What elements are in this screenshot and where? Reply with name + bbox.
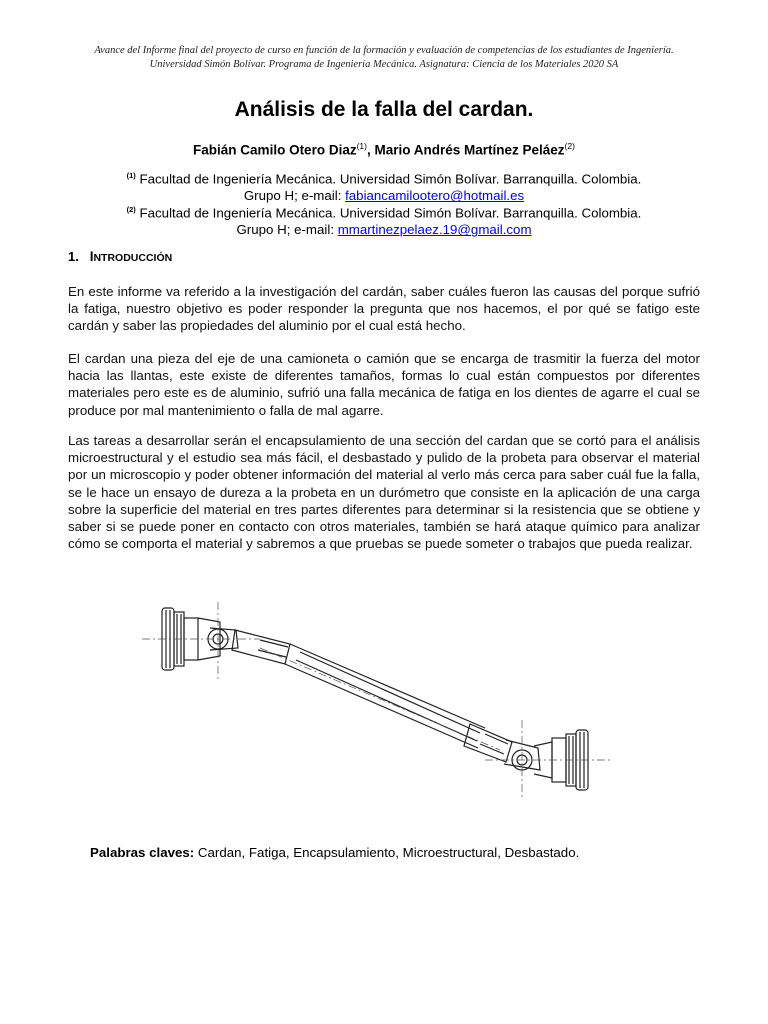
paper-title: Análisis de la falla del cardan. <box>234 98 534 121</box>
cardan-shaft-drawing <box>140 600 615 820</box>
shaft-tube <box>285 644 485 748</box>
affiliation-1 <box>0 167 768 204</box>
author-1-marker: (1) <box>356 141 367 151</box>
affiliation-2-email-prefix: Grupo H; e-mail: <box>236 222 338 238</box>
author-2-marker: (2) <box>564 141 575 151</box>
running-header <box>40 44 728 72</box>
affiliation-1-email-link[interactable]: fabiancamilootero@hotmail.es <box>345 188 525 204</box>
section-number: 1. <box>68 249 79 264</box>
affiliation-2-text: Facultad de Ingeniería Mecánica. Universidad Simón Bolívar. Barranquilla. Colombia. <box>135 205 642 221</box>
author-separator: , <box>366 142 375 158</box>
keywords-label: Palabras claves: <box>90 845 195 860</box>
author-2-name: Mario Andrés Martínez Peláez <box>374 142 565 158</box>
section-heading-introduccion <box>68 249 172 264</box>
paragraph-1: En este informe va referido a la investigación del cardán, saber cuáles fueron las causas del porque sufrió la fatiga, nuestro objetivo es poder responder la pregunta que nos hacemos, el por qué se fatigo este cardán y saber las propiedades del aluminio por el cual está hecho. <box>68 284 700 334</box>
keywords-text: Cardan, Fatiga, Encapsulamiento, Microestructural, Desbastado. <box>194 845 580 860</box>
header-line-1: Avance del Informe final del proyecto de curso en función de la formación y evaluación de competencias de los estudiantes de Ingeniería. <box>94 45 674 56</box>
affiliation-1-text: Facultad de Ingeniería Mecánica. Universidad Simón Bolívar. Barranquilla. Colombia. <box>135 171 642 187</box>
author-1-name: Fabián Camilo Otero Diaz <box>193 142 357 158</box>
affiliation-1-marker: (1) <box>126 171 136 180</box>
affiliation-2 <box>0 201 768 238</box>
header-line-2: Universidad Simón Bolívar. Programa de Ingeniería Mecánica. Asignatura: Ciencia de los Materiales 2020 SA <box>149 59 619 70</box>
affiliation-1-email-prefix: Grupo H; e-mail: <box>243 188 346 204</box>
keywords-line <box>90 845 579 860</box>
section-title-initial: I <box>89 249 94 264</box>
paragraph-2: El cardan una pieza del eje de una camioneta o camión que se encarga de trasmitir la fuerza del motor hacia las llantas, este existe de diferentes tamaños, formas lo cual están compuestos por diferentes materiales pero este es de aluminio, sufrió una falla mecánica de fatiga en los dientes de agarre el cual se produce por mal mantenimiento o falla de mal agarre. <box>68 351 700 418</box>
section-title-rest: NTRODUCCIÓN <box>93 252 173 264</box>
affiliation-2-marker: (2) <box>126 205 136 214</box>
paragraph-3: Las tareas a desarrollar serán el encapsulamiento de una sección del cardan que se cortó para el análisis microestructural y el estudio sea más fácil, el desbastado y pulido de la probeta para observar el material por un microscopio y poder obtener información del material al verlo más cerca para saber cuál fue la falla, se le hace un ensayo de dureza a la probeta en un durómetro que consiste en la aplicación de una carga sobre la superficie del material en tres partes diferentes para determinar si la resistencia que se obtiene y saber si se puede poner en contacto con otros materiales, también se hará ataque químico para analizar cómo se comporta el material y sabremos a que pruebas se puede someter o trabajos que pueda realizar. <box>68 433 700 552</box>
affiliation-2-email-link[interactable]: mmartinezpelaez.19@gmail.com <box>337 222 532 238</box>
author-list <box>0 141 768 158</box>
left-slip-yoke <box>232 630 290 664</box>
right-slip-yoke <box>464 724 512 762</box>
